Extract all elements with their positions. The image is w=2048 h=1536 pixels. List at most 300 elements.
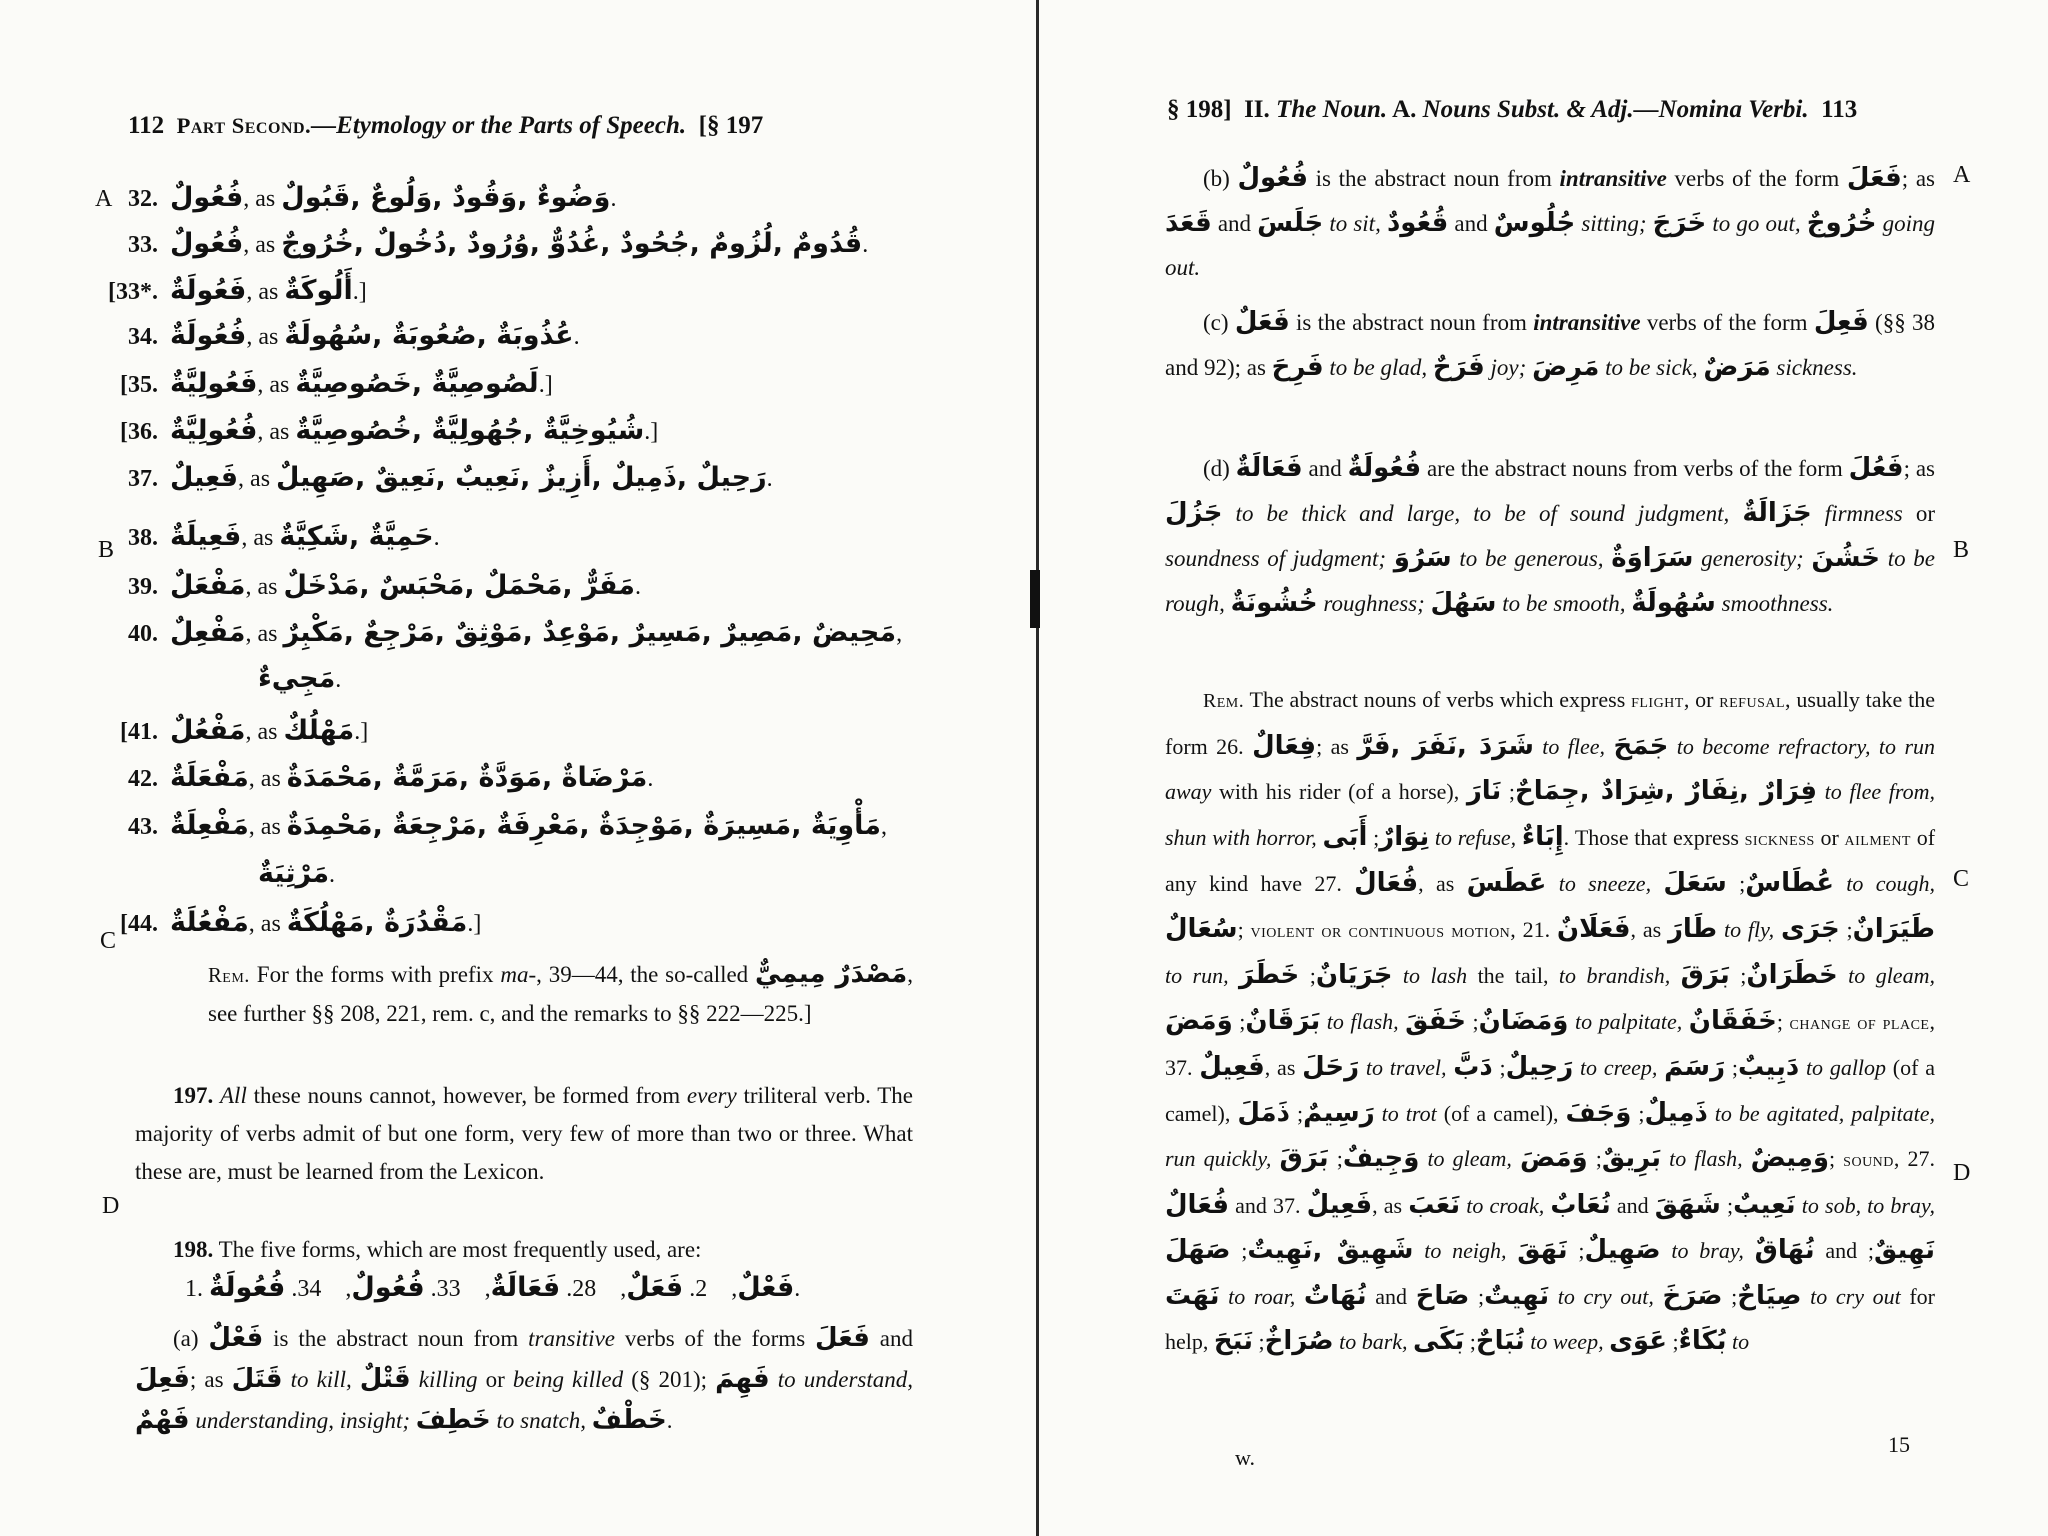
form-examples: شُيُوخِيَّةٌ ,جُهُولِيَّةٌ ,خُصُوصِيَّةٌ [295,415,645,446]
form-arabic: فَعَلٌ [626,1272,684,1303]
arabic-word: جَزَالَةٌ [1742,498,1812,528]
arabic-word: خَطَرَ [1239,960,1300,990]
arabic-word: بَرِيقٌ [1601,1143,1662,1173]
arabic-word: فَعْلٌ [208,1323,264,1353]
remark-flight-refusal [1165,678,1935,1365]
body-text: and 37. [1229,1192,1307,1218]
margin-letter-d: D [102,1193,120,1219]
arabic-word: سَرَاوَةٌ [1611,543,1694,573]
gloss: to be thick and large, to be of sound judgment, [1222,501,1743,526]
right-header-part: II. [1244,96,1270,123]
arabic-word: نَارَ [1466,776,1502,806]
arabic-word: صَهِيلٌ [1584,1235,1661,1265]
arabic-word: صَاحَ [1415,1280,1470,1311]
arabic-word: فَعَلَ [815,1323,870,1353]
arabic-word: نَعِيبٌ [1733,1189,1796,1220]
gloss: smoothness. [1715,591,1834,616]
body-text: (of a camel), [1165,1055,1935,1126]
gloss: to flash, [1320,1008,1406,1034]
arabic-word: بُكَاءٌ [1678,1326,1727,1356]
arabic-word: شَهَقَ [1654,1189,1721,1220]
body-text: ; as [1316,733,1358,759]
form-arabic: فُعُولٌ [351,1272,425,1303]
margin-letter-a: A [1953,162,1971,188]
arabic-word: طَيَرَانٌ [1852,913,1935,944]
form-arabic: فُعُولِيَّةٌ [170,415,258,446]
small-caps-text: refusal [1719,690,1786,712]
form-number: 33. [430,1276,461,1302]
arabic-word: نَهِيتٌ [1484,1280,1550,1311]
form-examples: أَلُوكَةٌ [284,275,353,306]
form-arabic: فُعُولَةٌ [170,320,247,351]
arabic-word: صُرَاخٌ [1264,1326,1334,1356]
arabic-word: فَعَلَ [1846,163,1902,193]
paragraph-c [1165,300,1935,390]
body-text: , as [1372,1192,1409,1218]
arabic-word: نُعَابٌ [1550,1189,1611,1220]
form-row: [33*. فَعُولَةٌ, as أَلُوكَةٌ.] [96,275,367,306]
arabic-word: ذَمَلَ [1237,1097,1290,1128]
signature-mark: w. [1235,1445,1255,1470]
body-text: or [1814,824,1845,850]
gloss: generosity; [1693,546,1812,571]
gloss: to be smooth, [1496,591,1632,616]
body-text: ; [1501,779,1516,804]
arabic-word: فَعَلٌ [1234,307,1290,337]
five-forms-list: 1. فَعْلٌ, 2. فَعَلٌ, 28. فَعَالَةٌ, 33. فُعُولٌ, 34. فُعُولَةٌ . [185,1272,801,1303]
body-text: (§§ 38 and 92); as [1165,310,1935,380]
form-row: [41. مَفْعُلٌ, as مَهْلُكٌ.] [96,715,368,746]
arabic-word: وَجِيفٌ [1342,1143,1420,1173]
arabic-word: جَزُلَ [1165,498,1223,528]
arabic-word: فَعُلَ [1848,453,1904,483]
body-text: . Those that express [1563,824,1745,850]
form-examples: حَمِيَّةٌ ,شَكِيَّةٌ [279,521,434,552]
body-text: ; [1328,1146,1343,1171]
body-text: , 27. [1893,1146,1935,1171]
form-number: 1. [185,1276,203,1302]
arabic-word: نَهَقَ [1517,1235,1568,1265]
arabic-word: فَرَحٌ [1432,352,1485,382]
arabic-word: فُعَالٌ [1354,868,1419,898]
body-text: ; [1290,1100,1304,1126]
form-number: 37. [128,466,158,492]
arabic-word: خَطِفَ [415,1405,491,1435]
arabic-word: نَعَبَ [1408,1189,1461,1220]
gloss: to travel, [1359,1055,1454,1080]
form-row-continuation: مَجِيءٌ. [258,663,342,694]
form-arabic: مَفْعِلَةٌ [170,810,249,841]
gloss: to trot [1374,1100,1437,1126]
small-caps-text: violent or continuous motion [1250,919,1511,942]
remark-text: For the forms with prefix [249,962,501,987]
arabic-word: سَرُوَ [1393,543,1452,573]
arabic-word: شَرَدَ ,نَفَرَ ,فَرَّ [1357,730,1534,761]
form-number: [35. [120,372,158,398]
gloss: to gallop [1799,1055,1887,1080]
body-text: and [1814,1238,1868,1263]
arabic-word: فَعِلَ [135,1364,190,1394]
body-text: ; [1299,963,1316,988]
arabic-word: نَهَتَ [1165,1280,1220,1311]
gutter-mark [1030,570,1040,628]
arabic-word: فِعَالٌ [1252,730,1317,761]
gloss: to flash, [1661,1146,1751,1171]
body-text: or [477,1367,513,1392]
form-number: [33*. [108,279,158,305]
arabic-word: قَعَدَ [1165,208,1212,238]
form-arabic: فَعُولَةٌ [170,275,247,306]
arabic-word: صَرَخَ [1662,1280,1723,1311]
arabic-word: جَمَحَ [1613,730,1669,761]
arabic-word: خَشُنَ [1811,543,1881,573]
arabic-word: سَهُلَ [1430,588,1497,618]
emphasis-text: transitive [528,1326,615,1351]
form-examples: مَأْوِيَةٌ ,مَسِيرَةٌ ,مَوْجِدَةٌ ,مَعْرِفَةٌ ,مَرْجِعَةٌ ,مَحْمِدَةٌ [286,810,882,841]
form-arabic: مَفْعُلٌ [170,715,246,746]
form-arabic: مَفْعُلَةٌ [170,907,249,938]
form-arabic: فُعُولٌ [170,228,244,259]
form-close: .] [467,911,482,937]
body-text: ; [1567,1238,1585,1263]
body-text: with his rider (of a horse), [1211,779,1467,804]
arabic-word: خَطَرَانٌ [1746,960,1838,990]
body-text: The five forms, which are most frequently used, are: [213,1237,702,1262]
body-text: . [666,1408,673,1433]
form-arabic: فَعِيلَةٌ [170,521,242,552]
body-text: these nouns cannot, however, be formed from [246,1083,687,1108]
arabic-word: فُعُولَةٌ [1347,453,1422,483]
arabic-word: عَوَى [1609,1326,1667,1356]
arabic-word: نُبَاحٌ [1475,1326,1525,1356]
arabic-word: وَمِيضٌ [1750,1143,1829,1173]
para-label: (d) [1203,456,1230,481]
body-text: ; [1776,1008,1790,1034]
form-examples: مَجِيءٌ [258,663,336,694]
gloss: soundness of judgment; [1165,546,1394,571]
gloss: being killed [512,1367,624,1392]
arabic-word: دَبِيبٌ [1737,1052,1800,1082]
body-text: ; [1722,1283,1738,1309]
arabic-word: فَعَلَانٌ [1556,913,1631,944]
remark-ma-prefix [208,955,913,1033]
arabic-word: سُهُولَةٌ [1631,588,1716,618]
gloss: to run, [1165,963,1240,988]
form-arabic: فَعْلٌ [737,1272,795,1303]
gloss: roughness; [1317,591,1431,616]
body-text: ; [1469,1283,1485,1309]
arabic-word: رَحَلَ [1302,1052,1360,1082]
body-text: triliteral verb. The majority of verbs admit of but one form, very few of more than two or three. What these are, must be learned from the Lexicon. [135,1083,913,1184]
body-text: ; [1839,916,1853,942]
paragraph-b [1165,156,1935,290]
margin-letter-b: B [98,537,115,563]
arabic-word: وَجَفَ [1565,1097,1632,1128]
body-text: and [1366,1283,1416,1309]
form-arabic: مَفْعِلٌ [170,617,246,648]
gloss: sickness. [1770,355,1858,380]
gloss: to brandish, [1558,963,1681,988]
arabic-word: وَمَضَ [1519,1143,1588,1173]
section-198 [173,1231,913,1269]
form-row: 39. مَفْعَلٌ, as مَفَرٌّ ,مَحْمَلٌ ,مَحْبَسٌ ,مَدْخَلٌ. [96,570,641,601]
arabic-word: صَهَلَ [1165,1235,1231,1265]
body-text: , usually take the form 26. [1165,687,1935,759]
body-text: is the abstract noun from [263,1326,529,1351]
form-number: [41. [120,719,158,745]
gloss: to creep, [1573,1055,1665,1080]
body-text: verbs of the form [1640,310,1814,335]
arabic-word: دَبَّ [1453,1052,1493,1082]
right-header-a: A. [1392,96,1417,123]
form-close: .] [538,372,553,398]
left-running-head [128,112,763,140]
form-row: 38. فَعِيلَةٌ, as حَمِيَّةٌ ,شَكِيَّةٌ. [96,521,440,552]
form-number: 34. [128,324,158,350]
gloss: joy; [1484,355,1533,380]
emphasis-text: every [686,1083,737,1108]
arabic-word: سَعَلَ [1663,868,1727,898]
arabic-word: خَفَقَانٌ [1688,1005,1777,1036]
form-row: 33. فُعُولٌ, as قُدُومٌ ,لُزُومٌ ,جُحُودٌ ,غُدُوٌّ ,وُرُودٌ ,دُخُولٌ ,خُرُوجٌ. [96,228,868,259]
arabic-word: نَهِيقٌ [1874,1235,1935,1265]
form-arabic: مَفْعَلٌ [170,570,246,601]
gloss: to be sick, [1599,355,1704,380]
form-arabic: فُعُولَةٌ [209,1272,286,1303]
form-examples: وَضُوءٌ ,وَقُودٌ ,وَلُوعٌ ,قَبُولٌ [281,182,611,213]
gloss: to [1726,1329,1750,1354]
form-arabic: فَعَالَةٌ [490,1272,561,1303]
margin-letter-a: A [95,186,113,212]
arabic-word: فَعِلَ [1813,307,1869,337]
right-header-section: § 198] [1167,96,1232,123]
body-text: ; [1367,824,1380,850]
gloss: to weep, [1524,1329,1610,1354]
form-number: [44. [120,911,158,937]
gloss: to sneeze, [1546,871,1664,896]
gloss: to flee from, shun with horror, [1165,779,1935,850]
arabic-word: إِبَاءٌ [1521,821,1564,852]
para-label: (c) [1203,310,1229,335]
gloss: to snatch, [490,1408,592,1433]
form-number: 42. [128,766,158,792]
form-examples: رَحِيلٌ ,ذَمِيلٌ ,أَزِيزٌ ,نَعِيبٌ ,نَعِيقٌ ,صَهِيلٌ [276,462,767,493]
form-examples: مَهْلُكٌ [283,715,355,746]
body-text: ; [1232,1008,1246,1034]
arabic-word: فُعُولٌ [1237,163,1309,193]
arabic-word: مَرَضٌ [1703,352,1771,382]
emphasis-text: intransitive [1533,310,1641,335]
body-text: , as [1418,871,1467,896]
form-number: 38. [128,525,158,551]
body-text: , or [1683,687,1720,712]
form-examples: لَصُوصِيَّةٌ ,خَصُوصِيَّةٌ [295,368,539,399]
body-text: and [1610,1192,1655,1218]
body-text: ; [1725,1055,1738,1080]
form-row: 42. مَفْعَلَةٌ, as مَرْضَاةٌ ,مَوَدَّةٌ ,مَرَمَّةٌ ,مَحْمَدَةٌ. [96,762,653,793]
form-examples: عُذُوبَةٌ ,صُعُوبَةٌ ,سُهُولَةٌ [284,320,574,351]
arabic-word: بَرَقَ [1279,1143,1329,1173]
paragraph-d [1165,446,1935,626]
body-text: and [1211,211,1258,236]
arabic-word: جَرَى [1780,913,1840,944]
arabic-word: نُهَاقٌ [1754,1235,1815,1265]
body-text: , 37. [1165,1008,1935,1080]
arabic-word: فَهِمَ [715,1364,770,1394]
gloss: to be glad, [1323,355,1433,380]
gloss: to palpitate, [1568,1008,1689,1034]
section-197 [135,1077,913,1191]
arabic-word: جُلُوسٌ [1493,208,1576,238]
arabic-word: بَكَى [1413,1326,1465,1356]
gloss: to be agitated, palpitate, run quickly, [1165,1100,1935,1171]
gloss: killing [410,1367,478,1392]
body-text: ; as [1903,456,1935,481]
gloss: to fly, [1717,916,1781,942]
para-label: (b) [1203,166,1230,191]
body-text: ; [1729,963,1747,988]
form-number: 34. [291,1276,322,1302]
margin-letter-c: C [1953,866,1970,892]
form-close: .] [354,719,369,745]
gloss: to neigh, [1413,1238,1518,1263]
form-examples: مَرْثِيَةٌ [258,858,330,889]
body-text: , as [1264,1055,1303,1080]
arabic-word: رَحِيلٌ [1505,1052,1574,1082]
gloss: to croak, [1460,1192,1551,1218]
arabic-word: خُرُوجٌ [1806,208,1877,238]
body-text: ; [1726,871,1746,896]
body-text: ; [1237,916,1251,942]
left-page-number: 112 [128,112,165,139]
right-header-nomina: —Nomina Verbi. [1633,96,1809,123]
gloss: to go out, [1706,211,1807,236]
arabic-word: رَسَمَ [1664,1052,1726,1082]
arabic-word: ذَمِيلٌ [1644,1097,1708,1128]
gloss: to be generous, [1451,546,1612,571]
form-number: 43. [128,814,158,840]
body-text: , 21. [1510,916,1557,942]
section-number: 198. [173,1237,214,1262]
arabic-word: سُعَالٌ [1165,913,1238,944]
arabic-word: وَمَضَانٌ [1478,1005,1569,1036]
form-number: 32. [128,186,158,212]
book-gutter [1036,0,1039,1536]
form-number: 33. [128,232,158,258]
remark-prefix: ma- [500,962,537,987]
left-part-label: Part Second. [176,113,312,138]
remark-text: , 39—44, the so-called [536,962,749,987]
gloss: going out. [1165,211,1936,280]
gloss: to bark, [1333,1329,1414,1354]
body-text: and [869,1326,913,1351]
gloss: to cry out [1801,1283,1901,1309]
body-text: ; [1587,1146,1602,1171]
body-text: ; [1867,1238,1875,1263]
body-text: is the abstract noun from [1308,166,1560,191]
arabic-word: نُهَاتٌ [1303,1280,1367,1311]
body-text: the tail, [1467,963,1559,988]
left-header-title: —Etymology or the Parts of Speech. [311,112,687,139]
remark-arabic: مَصْدَرٌ مِيمِيٌّ [755,959,908,989]
body-text: ; as [1901,166,1935,191]
arabic-word: وَمَضَ [1165,1005,1233,1036]
gloss: to cough, [1834,871,1935,896]
small-caps-text: sound [1843,1149,1894,1171]
form-number: [36. [120,419,158,445]
form-row-continuation: مَرْثِيَةٌ. [258,858,336,889]
form-number: 39. [128,574,158,600]
body-text: and [1448,211,1494,236]
margin-letter-b: B [1953,537,1970,563]
arabic-word: شَهِيقٌ ,نَهِيتٌ [1247,1235,1414,1265]
arabic-word: خَفَقَ [1405,1005,1467,1036]
small-caps-text: ailment [1844,827,1911,850]
body-text: (§ 201); [623,1367,716,1392]
form-arabic: مَفْعَلَةٌ [170,762,249,793]
gloss: to flee, [1533,733,1614,759]
form-close: .] [644,419,659,445]
sheet-number: 15 [1888,1432,1910,1457]
arabic-word: فِرَارٌ ,نِفَارٌ ,شِرَادٌ ,جِمَاحٌ [1515,776,1818,806]
remark-label: Rem. [1203,690,1245,712]
emphasis-text: intransitive [1559,166,1667,191]
form-arabic: فُعُولٌ [170,182,244,213]
arabic-word: نَبَحَ [1213,1326,1254,1356]
body-text: (of a camel), [1436,1100,1566,1126]
arabic-word: طَارَ [1667,913,1718,944]
form-row: 43. مَفْعِلَةٌ, as مَأْوِيَةٌ ,مَسِيرَةٌ ,مَوْجِدَةٌ ,مَعْرِفَةٌ ,مَرْجِعَةٌ ,مَحْمِدَةٌ, [96,810,887,841]
arabic-word: فَرِحَ [1271,352,1324,382]
body-text: ; [1666,1329,1679,1354]
arabic-word: عَطَسَ [1466,868,1547,898]
form-row: [36. فُعُولِيَّةٌ, as شُيُوخِيَّةٌ ,جُهُولِيَّةٌ ,خُصُوصِيَّةٌ.] [96,415,658,446]
gloss: to sob, to bray, [1795,1192,1936,1218]
form-row: 32. فُعُولٌ, as وَضُوءٌ ,وَقُودٌ ,وَلُوعٌ ,قَبُولٌ. [96,182,616,213]
right-page [1045,0,2048,1536]
remark-label: Rem. [208,965,250,987]
arabic-word: فَهْمٌ [135,1405,190,1435]
right-header-subst: Nouns Subst. & Adj. [1422,96,1634,123]
margin-letter-d: D [1953,1160,1971,1186]
body-text: ; [1230,1238,1248,1263]
right-header-noun: The Noun. [1276,96,1388,123]
left-header-section: [§ 197 [698,112,764,139]
form-row: 40. مَفْعِلٌ, as مَحِيضٌ ,مَصِيرٌ ,مَسِيرٌ ,مَوْعِدٌ ,مَوْثِقٌ ,مَرْجِعٌ ,مَكْبِرٌ, [96,617,902,648]
form-examples: مَحِيضٌ ,مَصِيرٌ ,مَسِيرٌ ,مَوْعِدٌ ,مَوْثِقٌ ,مَرْجِعٌ ,مَكْبِرٌ [283,617,897,648]
right-running-head [1167,96,1857,124]
form-examples: مَرْضَاةٌ ,مَوَدَّةٌ ,مَرَمَّةٌ ,مَحْمَدَةٌ [286,762,648,793]
gloss: to kill, [282,1367,360,1392]
emphasis-text: All [220,1083,247,1108]
gloss: to gleam, [1419,1146,1520,1171]
form-number: 40. [128,621,158,647]
arabic-word: أَبَى [1322,821,1368,852]
arabic-word: صِيَاحٌ [1737,1280,1802,1311]
arabic-word: خَطْفٌ [591,1405,667,1435]
body-text: is the abstract noun from [1289,310,1534,335]
form-examples: قُدُومٌ ,لُزُومٌ ,جُحُودٌ ,غُدُوٌّ ,وُرُودٌ ,دُخُولٌ ,خُرُوجٌ [281,228,863,259]
body-text: and [1302,456,1348,481]
arabic-word: رَسِيمٌ [1303,1097,1375,1128]
form-row: 34. فُعُولَةٌ, as عُذُوبَةٌ ,صُعُوبَةٌ ,سُهُولَةٌ. [96,320,580,351]
form-close: .] [352,279,367,305]
body-text: verbs of the forms [615,1326,816,1351]
form-number: 28. [566,1276,597,1302]
form-number: 2. [689,1276,708,1302]
form-arabic: فَعِيلٌ [170,462,239,493]
arabic-word: جَلَسَ [1257,208,1324,238]
